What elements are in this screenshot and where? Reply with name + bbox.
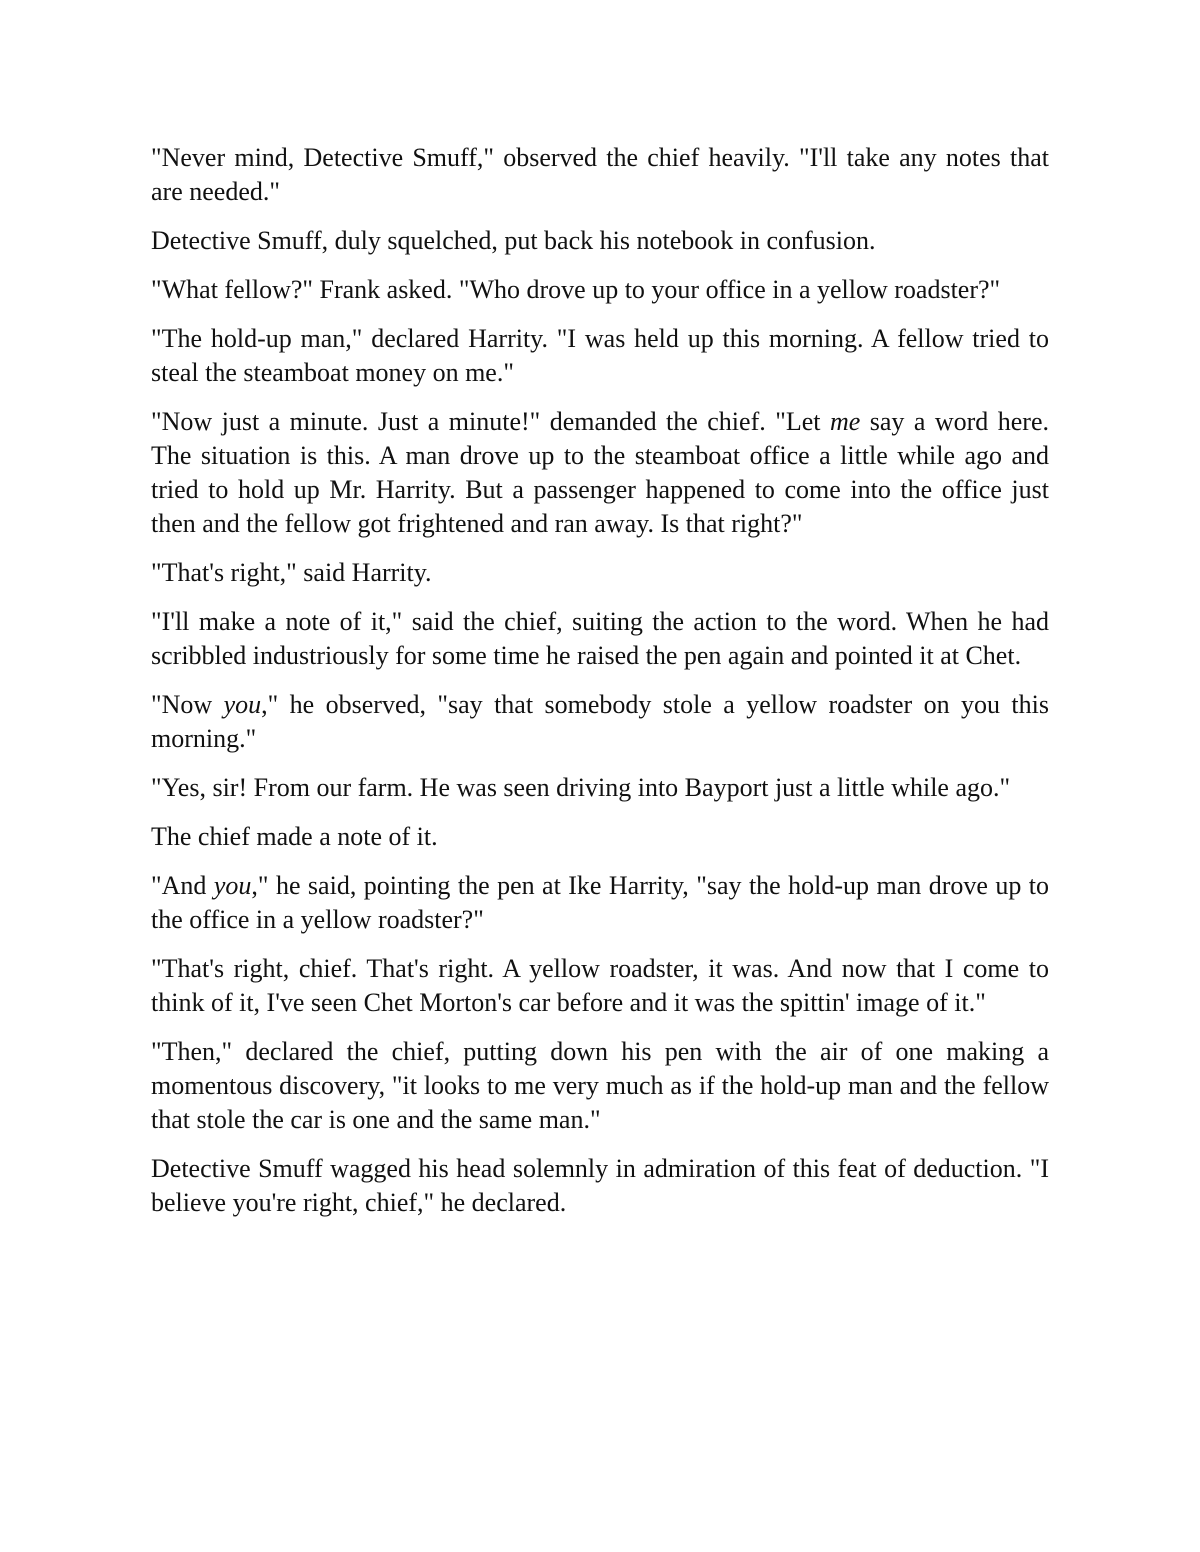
italic-text-run: you [213, 871, 252, 900]
text-run: "That's right," said Harrity. [151, 558, 432, 587]
paragraph [151, 688, 1049, 756]
text-run: ," he observed, "say that somebody stole a yellow roadster on you this morning." [151, 690, 1049, 753]
text-run: The chief made a note of it. [151, 822, 438, 851]
text-run: ," he said, pointing the pen at Ike Harrity, "say the hold-up man drove up to the office in a yellow roadster?" [151, 871, 1050, 934]
text-run: "Then," declared the chief, putting down his pen with the air of one making a momentous discovery, "it looks to me very much as if the hold-up man and the fellow that stole the car is one and the same man." [151, 1037, 1049, 1134]
text-run: Detective Smuff, duly squelched, put back his notebook in confusion. [151, 226, 876, 255]
text-run: "Now just a minute. Just a minute!" demanded the chief. "Let [151, 407, 830, 436]
paragraph [151, 1152, 1049, 1220]
text-run: "I'll make a note of it," said the chief, suiting the action to the word. When he had scribbled industriously for some time he raised the pen again and pointed it at Chet. [151, 607, 1049, 670]
paragraph [151, 869, 1049, 937]
paragraph [151, 405, 1049, 541]
paragraph [151, 556, 1049, 590]
document-page [151, 141, 1049, 1235]
text-run: "The hold-up man," declared Harrity. "I was held up this morning. A fellow tried to steal the steamboat money on me." [151, 324, 1049, 387]
text-run: "Never mind, Detective Smuff," observed the chief heavily. "I'll take any notes that are needed." [151, 143, 1049, 206]
text-run: "And [151, 871, 214, 900]
paragraph [151, 141, 1049, 209]
text-run: "Yes, sir! From our farm. He was seen driving into Bayport just a little while ago." [151, 773, 1011, 802]
italic-text-run: me [829, 407, 861, 436]
paragraph [151, 771, 1049, 805]
text-run: "That's right, chief. That's right. A yellow roadster, it was. And now that I come to think of it, I've seen Chet Morton's car before and it was the spittin' image of it." [151, 954, 1049, 1017]
paragraph [151, 273, 1049, 307]
paragraph [151, 820, 1049, 854]
paragraph [151, 322, 1049, 390]
text-run: "What fellow?" Frank asked. "Who drove up to your office in a yellow roadster?" [151, 275, 1001, 304]
paragraph [151, 605, 1049, 673]
text-run: Detective Smuff wagged his head solemnly in admiration of this feat of deduction. "I believe you're right, chief," he declared. [151, 1154, 1049, 1217]
italic-text-run: you [223, 690, 262, 719]
text-run: say a word here. The situation is this. A man drove up to the steamboat office a little while ago and tried to hold up Mr. Harrity. But a passenger happened to come into the office just then and the fellow got frightened and ran away. Is that right?" [151, 407, 1050, 538]
paragraph [151, 224, 1049, 258]
paragraph [151, 952, 1049, 1020]
paragraph [151, 1035, 1049, 1137]
text-run: "Now [151, 690, 224, 719]
